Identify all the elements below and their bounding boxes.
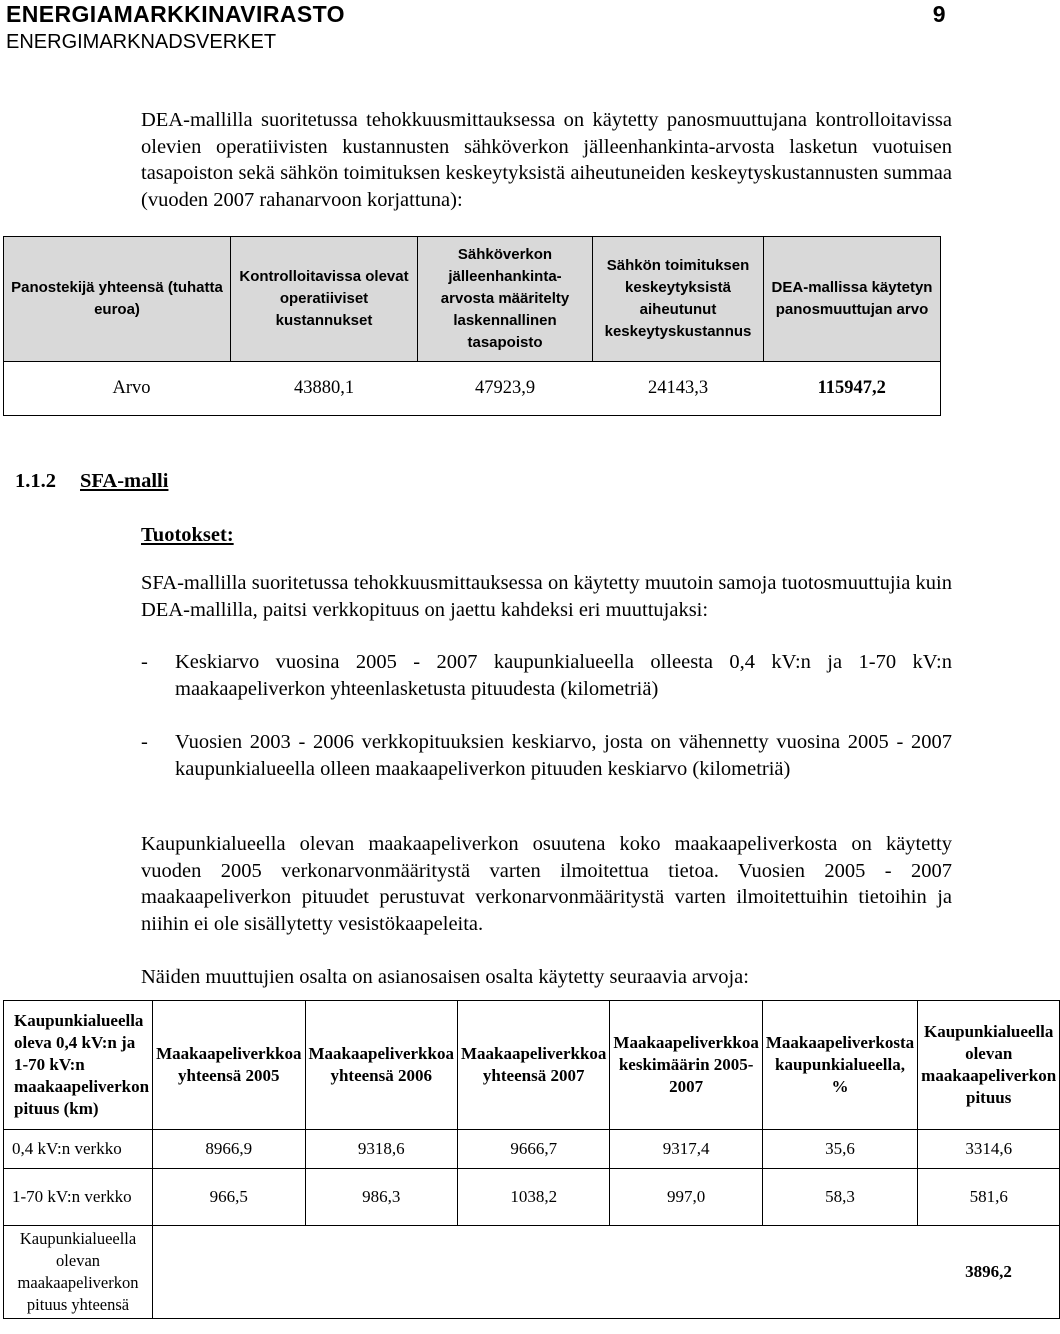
table-cell: 43880,1 <box>231 362 418 416</box>
list-item <box>141 729 952 782</box>
table-header-cell: Maakaapeliverkkoa keskimäärin 2005-2007 <box>610 1001 762 1130</box>
table-total-row <box>4 1226 1060 1319</box>
table-cell: 986,3 <box>305 1169 457 1226</box>
row-label: Kaupunkialueella olevan maakaapeliverkon pituus yhteensä <box>4 1226 153 1319</box>
table-cell: 8966,9 <box>153 1130 305 1169</box>
agency-name-fi: ENERGIAMARKKINAVIRASTO <box>6 1 345 27</box>
table-cell-empty <box>457 1226 609 1319</box>
table-cell: 966,5 <box>153 1169 305 1226</box>
row-label: 0,4 kV:n verkko <box>4 1130 153 1169</box>
bullet-marker: - <box>141 651 148 673</box>
table-cell: 997,0 <box>610 1169 762 1226</box>
bullet-marker: - <box>141 731 148 753</box>
bullet-text: Vuosien 2003 - 2006 verkkopituuksien keskiarvo, josta on vähennetty vuosina 2005 - 2007 kaupunkialueella olleen maakaapeliverkon pituuden keskiarvo (kilometriä) <box>175 731 952 780</box>
table-cell: 1038,2 <box>457 1169 609 1226</box>
table-cell-empty <box>305 1226 457 1319</box>
table-header-cell: Maakaapeliverkkoa yhteensä 2006 <box>305 1001 457 1130</box>
table-header-cell: Panostekijä yhteensä (tuhatta euroa) <box>4 237 231 362</box>
page-header <box>6 1 954 27</box>
table-row <box>4 1169 1060 1226</box>
section-title: SFA-malli <box>80 470 169 492</box>
table-cell-total: 115947,2 <box>764 362 941 416</box>
table-row <box>4 362 941 416</box>
table-header-cell: Sähkön toimituksen keskeytyksistä aiheutunut keskeytyskustannus <box>593 237 764 362</box>
row-label: 1-70 kV:n verkko <box>4 1169 153 1226</box>
table-header-cell: Kaupunkialueella olevan maakaapeliverkon pituus <box>918 1001 1060 1130</box>
table-cell-empty <box>610 1226 762 1319</box>
table-cell-total: 3896,2 <box>918 1226 1060 1319</box>
agency-name-sv: ENERGIMARKNADSVERKET <box>6 31 277 53</box>
table-header-cell: Sähköverkon jälleenhankinta-arvosta määritelty laskennallinen tasapoisto <box>418 237 593 362</box>
paragraph-cable-share: Kaupunkialueella olevan maakaapeliverkon osuutena koko maakaapeliverkosta on käytetty vuoden 2005 verkonarvonmääritystä varten ilmoitettua tietoa. Vuosien 2005 - 2007 maakaapeliverkon pituudet perustuvat verkonarvonmääritystä varten ilmoitettuihin tietoihin ja niihin ei ole sisällytetty vesistökaapeleita. <box>141 833 952 935</box>
list-item <box>141 649 952 702</box>
table-cell: 35,6 <box>762 1130 917 1169</box>
table-header-cell: Kaupunkialueella oleva 0,4 kV:n ja 1-70 kV:n maakaapeliverkon pituus (km) <box>4 1001 153 1130</box>
bullet-text: Keskiarvo vuosina 2005 - 2007 kaupunkialueella olleesta 0,4 kV:n ja 1-70 kV:n maakaapeliverkon yhteenlasketusta pituudesta (kilometriä) <box>175 651 952 700</box>
section-number: 1.1.2 <box>15 470 56 492</box>
table-cell-empty <box>153 1226 305 1319</box>
subheading: Tuotokset: <box>141 524 234 546</box>
table-cell: 24143,3 <box>593 362 764 416</box>
table-cell: 581,6 <box>918 1169 1060 1226</box>
table-cell: 47923,9 <box>418 362 593 416</box>
sfa-paragraph: SFA-mallilla suoritetussa tehokkuusmittauksessa on käytetty muutoin samoja tuotosmuuttujia kuin DEA-mallilla, paitsi verkkopituus on jaettu kahdeksi eri muuttujaksi: <box>141 572 952 621</box>
table-cell: 9666,7 <box>457 1130 609 1169</box>
paragraph-values-intro: Näiden muuttujien osalta on asianosaisen osalta käytetty seuraavia arvoja: <box>141 966 749 988</box>
table-cell-empty <box>762 1226 917 1319</box>
cable-length-table <box>3 1000 1060 1319</box>
table-header-cell: Maakaapeliverkkoa yhteensä 2005 <box>153 1001 305 1130</box>
table-cell: 3314,6 <box>918 1130 1060 1169</box>
table-cell: 9317,4 <box>610 1130 762 1169</box>
table-header-cell: Kontrolloitavissa olevat operatiiviset kustannukset <box>231 237 418 362</box>
table-cell: 9318,6 <box>305 1130 457 1169</box>
table-header-row <box>4 237 941 362</box>
page-number: 9 <box>932 1 946 27</box>
table-header-cell: DEA-mallissa käytetyn panosmuuttujan arvo <box>764 237 941 362</box>
intro-paragraph: DEA-mallilla suoritetussa tehokkuusmittauksessa on käytetty panosmuuttujana kontrolloitavissa olevien operatiivisten kustannusten sähköverkon jälleenhankinta-arvosta lasketun vuotuisen tasapoiston sekä sähkön toimituksen keskeytyksistä aiheutuneiden keskeytyskustannusten summaa (vuoden 2007 rahanarvoon korjattuna): <box>141 109 952 211</box>
section-heading <box>15 468 168 494</box>
table-row <box>4 1130 1060 1169</box>
table-header-row <box>4 1001 1060 1130</box>
table-header-cell: Maakaapeliverkosta kaupunkialueella, % <box>762 1001 917 1130</box>
row-label: Arvo <box>4 362 231 416</box>
dea-input-table <box>3 236 941 416</box>
table-cell: 58,3 <box>762 1169 917 1226</box>
table-header-cell: Maakaapeliverkkoa yhteensä 2007 <box>457 1001 609 1130</box>
